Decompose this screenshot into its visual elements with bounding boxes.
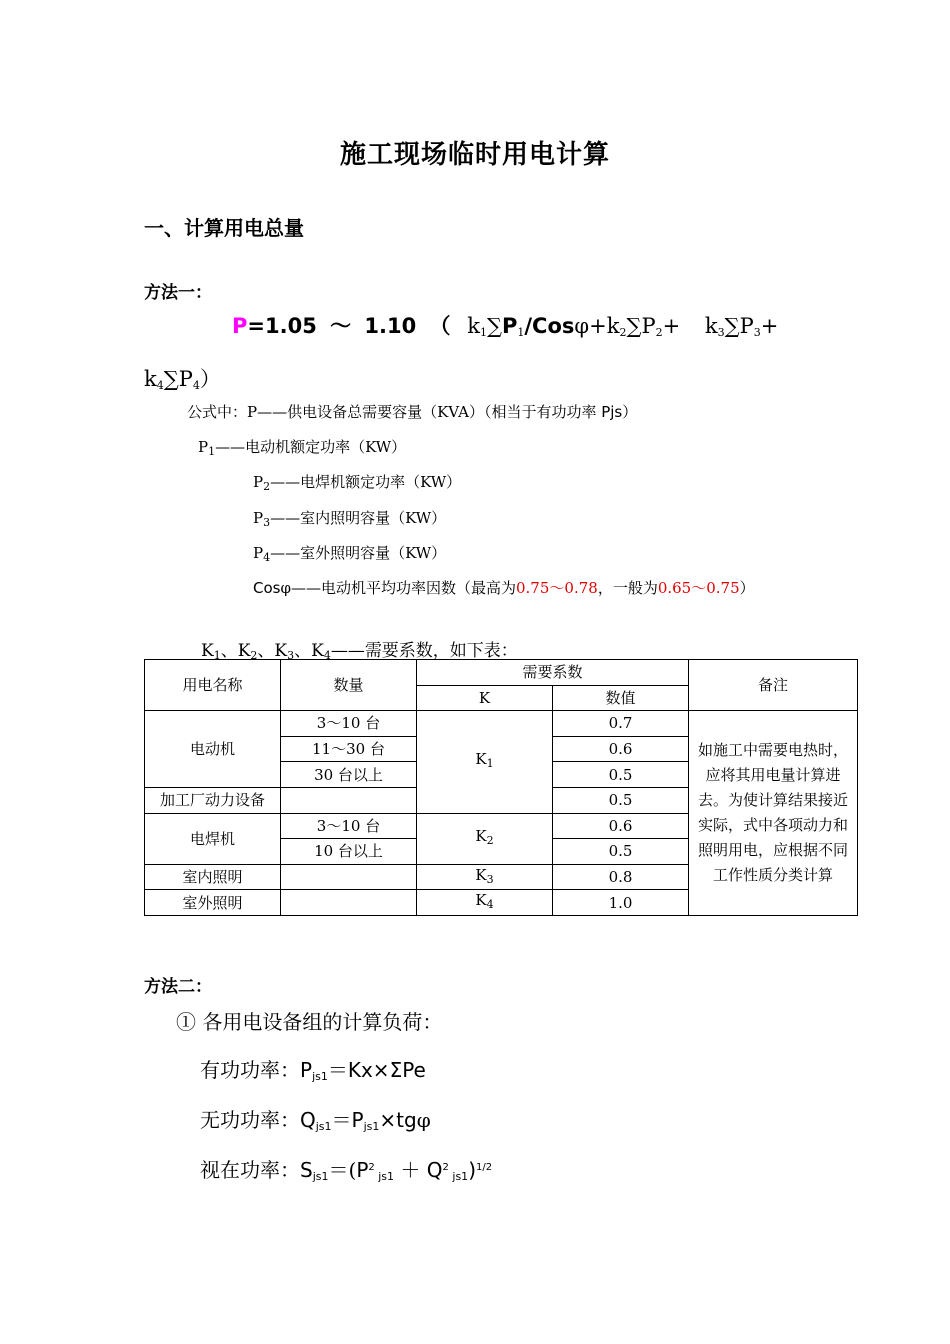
apparent-power-label: 视在功率：: [200, 1158, 300, 1182]
cell-welder: 电焊机: [145, 813, 281, 864]
intro-k3: K: [274, 641, 288, 661]
formula-plus3: +: [760, 314, 779, 338]
demand-coefficient-table: [144, 659, 858, 916]
apparent-power-plus: ＋: [394, 1158, 427, 1182]
total-power-formula-cont: [144, 363, 221, 393]
definition-cos-phi-symbol: φ: [280, 579, 291, 597]
active-power-label: 有功功率：: [200, 1058, 300, 1082]
cell-outdoor: 室外照明: [145, 890, 281, 916]
intro-sep2: 、: [257, 641, 275, 661]
header-note: 备注: [689, 660, 858, 711]
reactive-power-phi: φ: [416, 1108, 431, 1132]
formula-plus1: +: [589, 314, 607, 338]
intro-sep1: 、: [220, 641, 238, 661]
formula-p4-sub: 4: [192, 379, 200, 392]
intro-text: ——需要系数，如下表：: [330, 641, 518, 661]
definition-p3: [253, 507, 446, 529]
intro-k4: K: [311, 641, 324, 661]
definition-p2-text: ——电焊机额定功率（KW）: [270, 473, 462, 491]
formula-phi: φ: [574, 314, 590, 338]
apparent-power-q: Q: [426, 1158, 443, 1182]
apparent-power-s: S: [300, 1158, 313, 1182]
intro-k4-sub: 4: [323, 649, 331, 662]
intro-sep3: 、: [294, 641, 312, 661]
definition-cos-typical: 0.65～0.75: [657, 579, 740, 597]
apparent-power-eq: ＝(: [328, 1158, 357, 1182]
table-header-row: [145, 660, 858, 686]
cell-k3-symbol: K: [475, 865, 487, 884]
active-power-rest: ＝Kx×ΣPe: [327, 1058, 426, 1082]
definition-cos-end: ）: [739, 579, 755, 597]
page-title: 施工现场临时用电计算: [339, 140, 610, 170]
formula-k1-sub: 1: [479, 326, 487, 339]
active-power-p: P: [300, 1058, 313, 1082]
cell-k4-symbol: K: [475, 891, 487, 910]
definition-p-suffix: ）: [622, 403, 638, 421]
formula-cos: /Cos: [524, 314, 575, 338]
cell-value: 0.8: [553, 864, 689, 890]
method-two-heading: 方法二：: [144, 977, 212, 997]
cell-k2: [417, 813, 553, 864]
cell-value: 0.6: [553, 736, 689, 762]
formula-k2: k: [606, 314, 620, 338]
cell-motor: 电动机: [145, 711, 281, 788]
formula-p: P: [232, 314, 248, 338]
header-k: K: [417, 685, 553, 711]
section-heading-total-load: 一、计算用电总量: [144, 216, 304, 240]
formula-p1-sub: 1: [517, 326, 525, 339]
reactive-power-eq: ＝: [331, 1108, 352, 1132]
cell-value: 0.5: [553, 787, 689, 813]
method-two-item1: ① 各用电设备组的计算负荷：: [176, 1010, 443, 1034]
total-power-formula: [232, 310, 778, 340]
reactive-power-q: Q: [300, 1108, 316, 1132]
formula-sum3: ∑P: [724, 314, 754, 338]
header-coef: 需要系数: [417, 660, 689, 686]
definition-p1: [198, 436, 406, 458]
cell-note: 如施工中需要电热时，应将其用电量计算进去。为使计算结果接近实际，式中各项动力和照明用电，应根据不同工作性质分类计算: [689, 711, 858, 916]
cell-k2-symbol: K: [475, 827, 487, 846]
definition-p1-symbol: P: [198, 438, 209, 456]
intro-k2: K: [237, 641, 251, 661]
apparent-power-p-sup: 2: [368, 1162, 375, 1173]
cell-k1-sub: 1: [486, 757, 494, 771]
definition-p4-text: ——室外照明容量（KW）: [270, 544, 447, 562]
cell-qty: 3～10 台: [281, 813, 417, 839]
definition-p3-symbol: P: [253, 509, 264, 527]
cell-k2-sub: 2: [486, 834, 494, 848]
definition-pjs: Pjs: [596, 403, 623, 421]
definition-p4-symbol: P: [253, 544, 264, 562]
intro-k1: K: [201, 641, 214, 661]
definition-p3-sub: 3: [263, 516, 271, 529]
cell-qty: 30 台以上: [281, 762, 417, 788]
reactive-power-q-sub: js1: [315, 1120, 332, 1133]
formula-k3-sub: 3: [717, 326, 725, 339]
formula-sum2: ∑P: [626, 314, 656, 338]
definition-p2-symbol: P: [253, 473, 264, 491]
reactive-power-p: P: [351, 1108, 364, 1132]
table-row: [145, 711, 858, 737]
definition-p2: [253, 471, 461, 493]
active-power-formula: [200, 1054, 426, 1083]
apparent-power-formula: [200, 1154, 492, 1183]
cell-qty: [281, 864, 417, 890]
header-value: 数值: [553, 685, 689, 711]
intro-k2-sub: 2: [250, 649, 258, 662]
definition-p1-text: ——电动机额定功率（KW）: [215, 438, 407, 456]
cell-qty: 10 台以上: [281, 839, 417, 865]
definition-p: [187, 401, 637, 422]
formula-k4: k: [144, 367, 157, 391]
cell-qty: 3～10 台: [281, 711, 417, 737]
method-one-heading: 方法一：: [144, 283, 212, 303]
definition-cos-text: ——电动机平均功率因数（最高为: [290, 579, 516, 597]
cell-qty: [281, 890, 417, 916]
active-power-sub: js1: [312, 1070, 328, 1083]
definition-p3-text: ——室内照明容量（KW）: [270, 509, 447, 527]
definition-p4-sub: 4: [263, 551, 271, 564]
reactive-power-p-sub: js1: [363, 1120, 380, 1133]
apparent-power-exp: 1/2: [476, 1162, 493, 1173]
formula-sum1: ∑: [486, 314, 502, 338]
reactive-power-label: 无功功率：: [200, 1108, 300, 1132]
reactive-power-formula: [200, 1104, 431, 1133]
cell-factory: 加工厂动力设备: [145, 787, 281, 813]
definition-cos-mid: ，一般为: [597, 579, 658, 597]
formula-p1: P: [501, 314, 518, 338]
header-name: 用电名称: [145, 660, 281, 711]
cell-k3: [417, 864, 553, 890]
cell-value: 0.6: [553, 813, 689, 839]
intro-k3-sub: 3: [287, 649, 295, 662]
cell-k4-sub: 4: [486, 898, 494, 912]
apparent-power-q-sup: 2: [442, 1162, 449, 1173]
formula-k2-sub: 2: [619, 326, 627, 339]
formula-plus2: +: [662, 314, 681, 338]
apparent-power-p-sub: js1: [374, 1170, 395, 1183]
formula-sum4: ∑P: [163, 367, 193, 391]
cell-k1: [417, 711, 553, 813]
cell-value: 0.5: [553, 839, 689, 865]
apparent-power-s-sub: js1: [312, 1170, 329, 1183]
formula-p2-sub: 2: [655, 326, 663, 339]
cell-indoor: 室内照明: [145, 864, 281, 890]
formula-p3-sub: 3: [753, 326, 761, 339]
formula-k1: k: [467, 314, 480, 338]
definition-p2-sub: 2: [263, 480, 271, 493]
definition-cos-label: Cos: [253, 579, 281, 597]
header-qty: 数量: [281, 660, 417, 711]
formula-range: =1.05 ～ 1.10 （: [247, 314, 451, 338]
definition-p-text: 公式中：P——供电设备总需要容量（KVA）（相当于有功功率: [187, 403, 597, 421]
definition-cos-max: 0.75～0.78: [516, 579, 598, 597]
cell-value: 1.0: [553, 890, 689, 916]
definition-p1-sub: 1: [208, 445, 216, 458]
apparent-power-p: P: [356, 1158, 369, 1182]
cell-value: 0.5: [553, 762, 689, 788]
cell-k1-symbol: K: [475, 750, 487, 769]
cell-qty: [281, 787, 417, 813]
cell-qty: 11～30 台: [281, 736, 417, 762]
definition-p4: [253, 542, 446, 564]
intro-k1-sub: 1: [213, 649, 221, 662]
formula-k3: k: [704, 314, 718, 338]
apparent-power-q-sub: js1: [448, 1170, 469, 1183]
cell-value: 0.7: [553, 711, 689, 737]
cell-k3-sub: 3: [486, 872, 494, 886]
reactive-power-rest: ×tg: [379, 1108, 417, 1132]
formula-close: ）: [199, 367, 221, 391]
formula-k4-sub: 4: [156, 379, 164, 392]
cell-k4: [417, 890, 553, 916]
apparent-power-close: ): [468, 1158, 476, 1182]
definition-cos-phi: [253, 577, 755, 598]
